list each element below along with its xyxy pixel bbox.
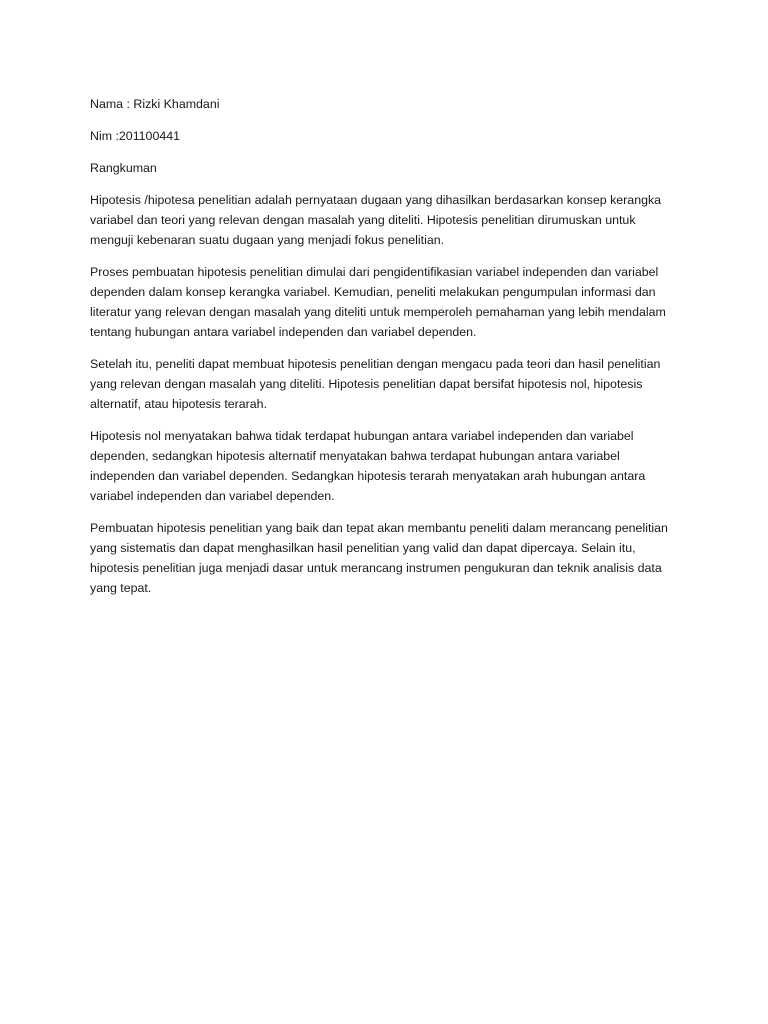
- paragraph-4: Hipotesis nol menyatakan bahwa tidak terdapat hubungan antara variabel independen dan variabel dependen, sedangkan hipotesis alternatif menyatakan bahwa terdapat hubungan antara variabel independen dan variabel dependen. Sedangkan hipotesis terarah menyatakan arah hubungan antara variabel independen dan variabel dependen.: [90, 429, 646, 503]
- paragraph-3: Setelah itu, peneliti dapat membuat hipotesis penelitian dengan mengacu pada teori dan hasil penelitian yang relevan dengan masalah yang diteliti. Hipotesis penelitian dapat bersifat hipotesis nol, hipotesis alternatif, atau hipotesis terarah.: [90, 357, 661, 411]
- paragraph-2: Proses pembuatan hipotesis penelitian dimulai dari pengidentifikasian variabel independen dan variabel dependen dalam konsep kerangka variabel. Kemudian, peneliti melakukan pengumpulan informasi dan literatur yang relevan dengan masalah yang diteliti untuk memperoleh pemahaman yang lebih mendalam tentang hubungan antara variabel independen dan variabel dependen.: [90, 265, 666, 339]
- name-line: Nama : Rizki Khamdani: [90, 97, 220, 111]
- nim-line: Nim :201100441: [90, 129, 181, 143]
- paragraph-5: Pembuatan hipotesis penelitian yang baik dan tepat akan membantu peneliti dalam merancang penelitian yang sistematis dan dapat menghasilkan hasil penelitian yang valid dan dapat dipercaya. Selain itu, hipotesis penelitian juga menjadi dasar untuk merancang instrumen pengukuran dan teknik analisis data yang tepat.: [90, 521, 668, 595]
- paragraph-1: Hipotesis /hipotesa penelitian adalah pernyataan dugaan yang dihasilkan berdasarkan konsep kerangka variabel dan teori yang relevan dengan masalah yang diteliti. Hipotesis penelitian dirumuskan untuk menguji kebenaran suatu dugaan yang menjadi fokus penelitian.: [90, 193, 662, 247]
- heading: Rangkuman: [90, 161, 157, 175]
